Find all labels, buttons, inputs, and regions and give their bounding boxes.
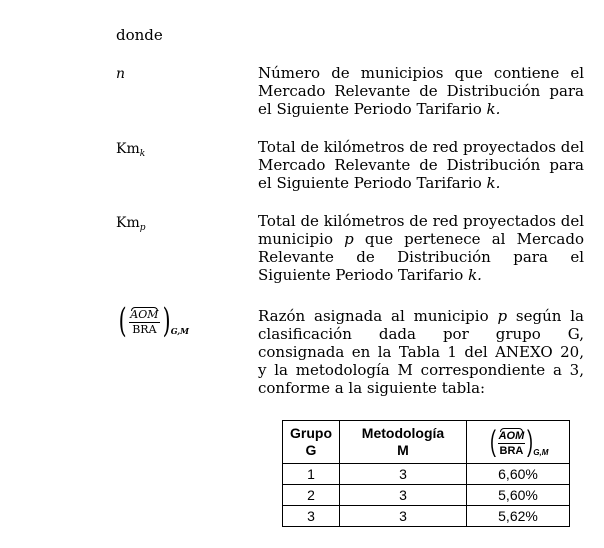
cell-metodologia: 3 [340,485,467,506]
cell-grupo: 1 [283,464,340,485]
cell-grupo: 3 [283,506,340,527]
table-row [283,464,570,485]
header-metodologia: Metodología M [340,421,467,464]
table-row [283,506,570,527]
definition-km-p: Total de kilómetros de red proyectados del municipio p que pertenece al Mercado Relevante de Distribución para el Siguiente Periodo Tarifario k. [258,212,584,284]
header-grupo: Grupo G [283,421,340,464]
symbol-km-p: $Km_p$ [116,215,146,233]
header-aom-bra: ( $\frac{\text{AOM}}{\text{BRA}}$ ) G,M [467,421,570,464]
symbol-aom-bra: ( $\frac{\text{AOM}}{\text{BRA}}$ ) G,M [118,301,189,341]
cell-metodologia: 3 [340,464,467,485]
ratio-table [282,420,570,527]
table-row [283,485,570,506]
table-header-row [283,421,570,464]
symbol-km-k: $Km_k$ [116,141,146,159]
cell-valor: 5,60% [467,485,570,506]
cell-valor: 5,62% [467,506,570,527]
cell-grupo: 2 [283,485,340,506]
definition-aom-bra: Razón asignada al municipio p según la clasificación dada por grupo G, consignada en la Tabla 1 del ANEXO 20, y la metodología M correspondiente a 3, conforme a la siguiente tabla: [258,307,584,397]
definition-km-k: Total de kilómetros de red proyectados del Mercado Relevante de Distribución para el Siguiente Periodo Tarifario k. [258,138,584,192]
intro-text: donde [116,26,163,44]
cell-metodologia: 3 [340,506,467,527]
definition-n: Número de municipios que contiene el Mercado Relevante de Distribución para el Siguiente Periodo Tarifario k. [258,64,584,118]
cell-valor: 6,60% [467,464,570,485]
symbol-n: n [116,66,126,82]
